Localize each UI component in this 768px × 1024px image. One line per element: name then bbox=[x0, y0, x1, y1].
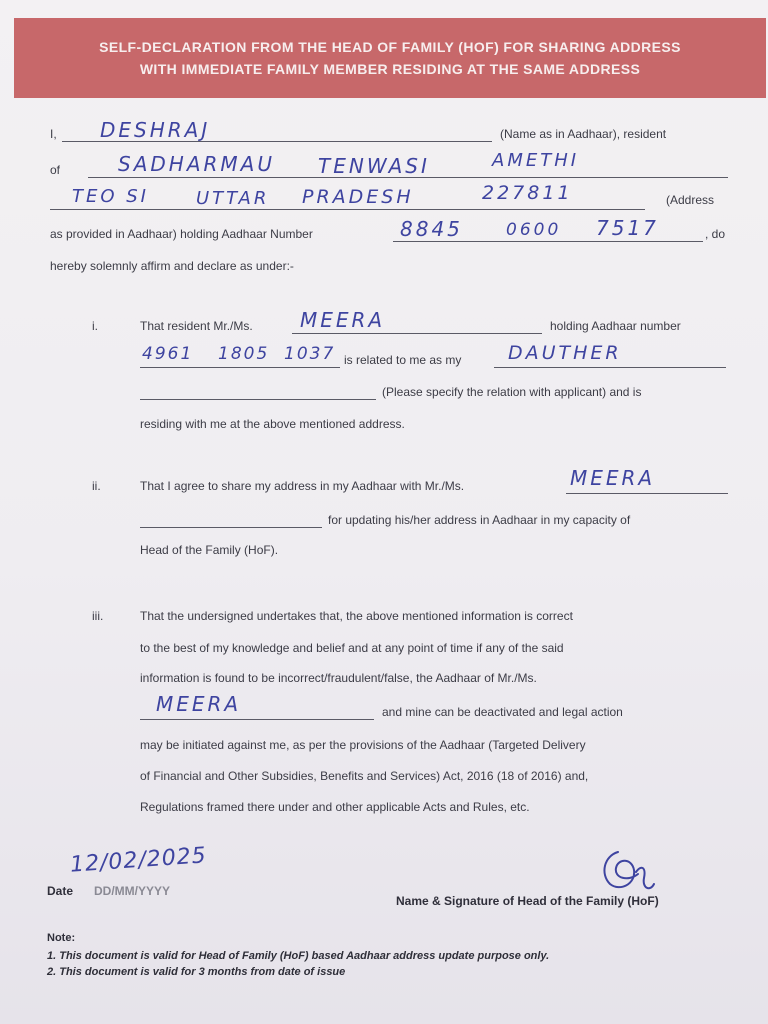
clause-3-line-3: information is found to be incorrect/fraudulent/false, the Aadhaar of Mr./Ms. bbox=[140, 671, 537, 685]
handwritten-address-1b: TENWASI bbox=[318, 154, 430, 178]
handwritten-member-aadhaar-2: 1805 bbox=[218, 344, 270, 364]
clause-1-number: i. bbox=[92, 319, 98, 333]
relation-continued-blank bbox=[140, 399, 376, 400]
clause-2-hof-text: Head of the Family (HoF). bbox=[140, 543, 279, 557]
header-title-line-2: WITH IMMEDIATE FAMILY MEMBER RESIDING AT THE SAME ADDRESS bbox=[139, 61, 641, 77]
hof-signature bbox=[596, 844, 666, 894]
signature-label: Name & Signature of Head of the Family (HoF) bbox=[396, 894, 659, 908]
handwritten-address-2d: 227811 bbox=[482, 182, 573, 204]
deactivate-name-blank bbox=[140, 719, 374, 720]
handwritten-address-1a: SADHARMAU bbox=[118, 152, 275, 176]
clause-2-updating-text: for updating his/her address in Aadhaar in my capacity of bbox=[328, 513, 631, 527]
clause-3-line-1: That the undersigned undertakes that, the above mentioned information is correct bbox=[140, 609, 573, 623]
handwritten-address-1c: AMETHI bbox=[492, 150, 580, 171]
date-label: Date bbox=[47, 884, 74, 898]
handwritten-member-aadhaar-1: 4961 bbox=[142, 344, 194, 364]
note-2: 2. This document is valid for 3 months from date of issue bbox=[47, 966, 346, 978]
handwritten-address-2a: TEO SI bbox=[72, 186, 149, 207]
address-blank-2 bbox=[50, 209, 645, 210]
intro-i-label: I, bbox=[50, 127, 57, 141]
handwritten-relation: DAUTHER bbox=[508, 342, 622, 364]
clause-3-line-5: may be initiated against me, as per the provisions of the Aadhaar (Targeted Delivery bbox=[140, 738, 586, 752]
handwritten-aadhaar-3: 7517 bbox=[596, 216, 659, 240]
clause-1-specify-text: (Please specify the relation with applicant) and is bbox=[382, 385, 642, 399]
aadhaar-number-label: as provided in Aadhaar) holding Aadhaar Number bbox=[50, 227, 313, 241]
share-name-continued-blank bbox=[140, 527, 322, 528]
handwritten-member-aadhaar-3: 1037 bbox=[284, 344, 336, 364]
intro-of-label: of bbox=[50, 163, 61, 177]
handwritten-address-2c: PRADESH bbox=[302, 186, 414, 208]
clause-3-line-4: and mine can be deactivated and legal action bbox=[382, 705, 623, 719]
handwritten-name: DESHRAJ bbox=[100, 118, 211, 142]
date-format-hint: DD/MM/YYYY bbox=[94, 884, 171, 898]
note-title: Note: bbox=[47, 932, 76, 944]
clause-3-line-2: to the best of my knowledge and belief and at any point of time if any of the said bbox=[140, 641, 564, 655]
clause-3-number: iii. bbox=[92, 609, 104, 623]
affirm-text: hereby solemnly affirm and declare as under:- bbox=[50, 259, 294, 273]
clause-3-line-7: Regulations framed there under and other applicable Acts and Rules, etc. bbox=[140, 800, 530, 814]
clause-1-aadhaar-label: holding Aadhaar number bbox=[550, 319, 681, 333]
name-as-in-aadhaar-label: (Name as in Aadhaar), resident bbox=[500, 127, 667, 141]
member-aadhaar-blank bbox=[140, 367, 340, 368]
clause-2-share-text: That I agree to share my address in my Aadhaar with Mr./Ms. bbox=[140, 479, 465, 493]
clause-2-number: ii. bbox=[92, 479, 101, 493]
aadhaar-number-blank bbox=[393, 241, 703, 242]
aadhaar-do-label: , do bbox=[705, 227, 726, 241]
handwritten-address-2b: UTTAR bbox=[196, 188, 270, 209]
form-header bbox=[14, 18, 766, 98]
clause-1-resident-label: That resident Mr./Ms. bbox=[140, 319, 253, 333]
handwritten-deactivate-name: MEERA bbox=[156, 692, 242, 716]
share-name-blank bbox=[566, 493, 728, 494]
clause-3-line-6: of Financial and Other Subsidies, Benefits and Services) Act, 2016 (18 of 2016) and, bbox=[140, 769, 589, 783]
member-name-blank bbox=[292, 333, 542, 334]
clause-1-related-label: is related to me as my bbox=[344, 353, 462, 367]
handwritten-member-name: MEERA bbox=[300, 308, 386, 332]
clause-1-residing-text: residing with me at the above mentioned address. bbox=[140, 417, 405, 431]
relation-blank bbox=[494, 367, 726, 368]
note-1: 1. This document is valid for Head of Family (HoF) based Aadhaar address update purpose only. bbox=[47, 950, 550, 962]
handwritten-aadhaar-1: 8845 bbox=[400, 217, 463, 241]
handwritten-date: 12/02/2025 bbox=[69, 843, 208, 878]
handwritten-share-name: MEERA bbox=[570, 466, 656, 490]
header-title-line-1: SELF-DECLARATION FROM THE HEAD OF FAMILY (HOF) FOR SHARING ADDRESS bbox=[99, 39, 681, 55]
address-label: (Address bbox=[666, 193, 715, 207]
handwritten-aadhaar-2: 0600 bbox=[506, 220, 562, 240]
